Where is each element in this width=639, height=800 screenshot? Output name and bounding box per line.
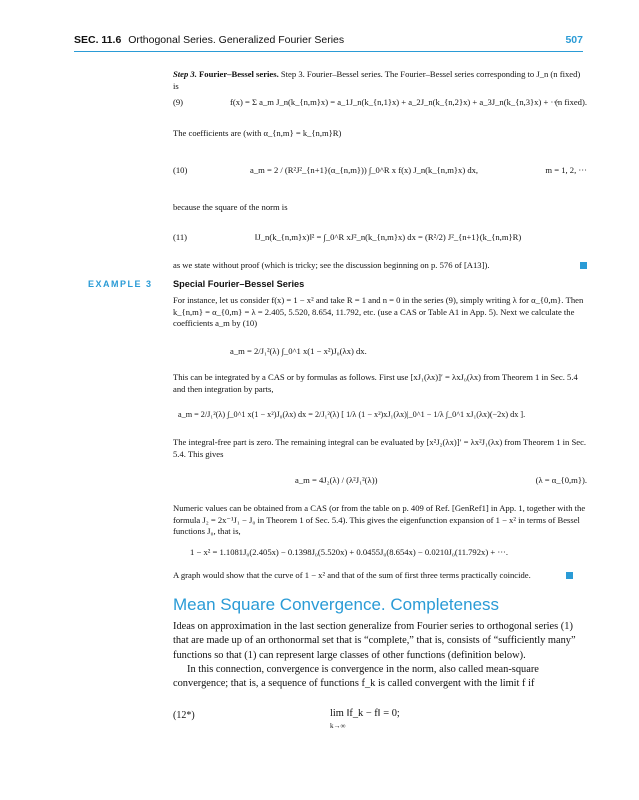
eq12: lim ‖f_k − f‖ = 0; xyxy=(330,708,400,719)
eq10: a_m = 2 / (R²J²_{n+1}(α_{n,m})) ∫_0^R x f(x) J_n(k_{n,m}x) dx, xyxy=(250,165,479,175)
example-label: EXAMPLE 3 xyxy=(88,279,153,289)
header-rule xyxy=(74,51,583,52)
eq12-subscript: k→∞ xyxy=(330,722,346,730)
eq-am3: a_m = 4J₂(λ) / (λ²J₁²(λ)) xyxy=(295,475,378,485)
step3-intro: Step 3. Fourier–Bessel series. Step 3. Fourier–Bessel series. The Fourier–Bessel series corresponding to J_n (n fixed) is xyxy=(173,69,581,91)
example-p1: For instance, let us consider f(x) = 1 − x² and take R = 1 and n = 0 in the series (9), simply writing λ for α_{0,m}. Then k_{n,m} = α_{0,m} = λ = 2.405, 5.520, 8.654, 11.792, etc. (use a CAS or Table A1 in App. 5). Next we calculate the coefficients a_m by (10) xyxy=(173,295,584,328)
end-proof-square xyxy=(580,262,587,269)
eq-am3-note: (λ = α_{0,m}). xyxy=(535,475,587,485)
proof-text: as we state without proof (which is tricky; see the discussion beginning on p. 576 of [A13]). xyxy=(173,260,490,270)
section-title: Mean Square Convergence. Completeness xyxy=(173,595,500,614)
eq-am1: a_m = 2/J₁²(λ) ∫_0^1 x(1 − x²)J₀(λx) dx. xyxy=(230,346,367,356)
step3-text: Step 3. Fourier–Bessel series. The Fourier–Bessel series corresponding to J_n (n fixed) is xyxy=(173,69,581,91)
header-section: SEC. 11.6 xyxy=(74,34,122,46)
page-number: 507 xyxy=(565,34,583,46)
eq9-number: (9) xyxy=(173,97,184,107)
section-p1: Ideas on approximation in the last section generalize from Fourier series to orthogonal series (1) that are made up of an orthonormal set that is “complete,” that is, consists of “sufficiently many” functions so that (1) can represent large classes of other functions (definition below). xyxy=(173,621,576,661)
section-p2: In this connection, convergence is convergence in the norm, also called mean-square convergence; that is, a sequence of functions f_k is called convergent with the limit f if xyxy=(173,664,539,690)
running-header xyxy=(74,34,583,50)
eq9: f(x) = Σ a_m J_n(k_{n,m}x) = a_1J_n(k_{n,1}x) + a_2J_n(k_{n,2}x) + a_3J_n(k_{n,3}x) + ··· xyxy=(230,97,560,107)
eq10-note: m = 1, 2, ··· xyxy=(545,165,587,175)
example-p5: A graph would show that the curve of 1 − x² and that of the sum of first three terms practically coincide. xyxy=(173,570,531,580)
norm-text: because the square of the norm is xyxy=(173,202,288,212)
eq-series: 1 − x² = 1.1081J₀(2.405x) − 0.1398J₀(5.520x) + 0.0455J₀(8.654x) − 0.0210J₀(11.792x) + ···. xyxy=(190,547,509,557)
eq11: ‖J_n(k_{n,m}x)‖² = ∫_0^R xJ²_n(k_{n,m}x) dx = (R²/2) J²_{n+1}(k_{n,m}R) xyxy=(255,232,522,242)
eq10-number: (10) xyxy=(173,165,188,175)
example-p3: The integral-free part is zero. The remaining integral can be evaluated by [x²J₂(λx)]′ = λx²J₁(λx) from Theorem 1 in Sec. 5.4. This gives xyxy=(173,437,587,459)
header-left xyxy=(74,34,344,46)
eq11-number: (11) xyxy=(173,232,187,242)
example-p2: This can be integrated by a CAS or by formulas as follows. First use [xJ₁(λx)]′ = λxJ₀(λx) from Theorem 1 in Sec. 5.4 and then integration by parts, xyxy=(173,372,578,394)
coef-text: The coefficients are (with α_{n,m} = k_{n,m}R) xyxy=(173,128,342,138)
eq12-number: (12*) xyxy=(173,710,195,721)
example-p4: Numeric values can be obtained from a CAS (or from the table on p. 409 of Ref. [GenRef1] in App. 1, together with the formula J₂ = 2x⁻¹J₁ − J₀ in Theorem 1 of Sec. 5.4). This gives the eigenfunction expansion of 1 − x² in terms of Bessel functions J₀, that is, xyxy=(173,503,586,536)
example-title: Special Fourier–Bessel Series xyxy=(173,279,305,289)
eq-am2: a_m = 2/J₁²(λ) ∫_0^1 x(1 − x²)J₀(λx) dx = 2/J₁²(λ) [ 1/λ (1 − x²)xJ₁(λx)|_0^1 − 1/λ ∫_0^1 xJ₁(λx)(−2x) dx ]. xyxy=(178,410,526,419)
end-example-square xyxy=(566,572,573,579)
eq9-note: (n fixed). xyxy=(555,97,587,107)
header-title: Orthogonal Series. Generalized Fourier Series xyxy=(128,34,345,46)
